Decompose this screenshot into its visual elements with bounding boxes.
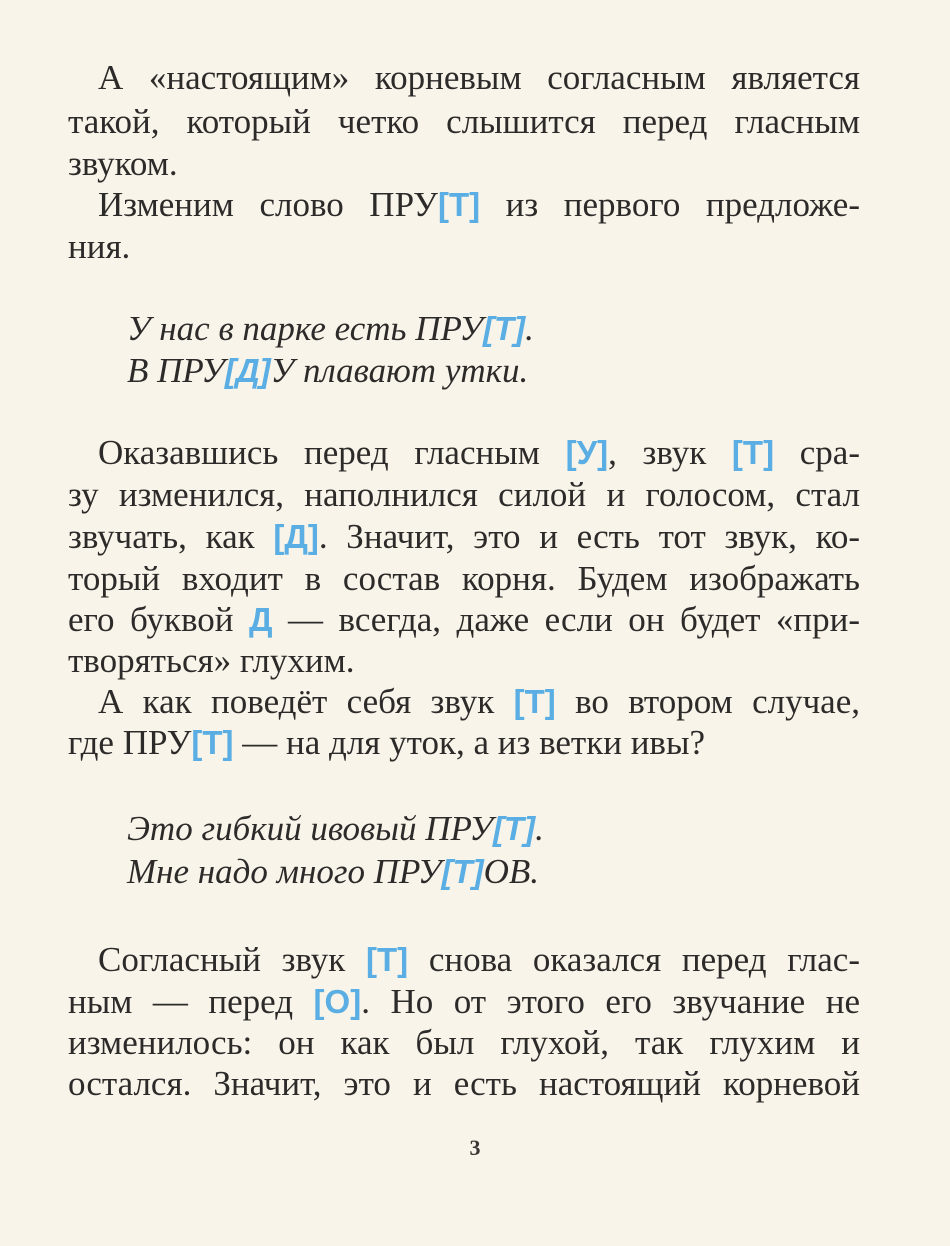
sound-marker: [Т] xyxy=(437,186,481,223)
text-segment: — на для уток, а из ветки ивы? xyxy=(233,723,706,762)
sound-marker: [Т] xyxy=(492,810,536,847)
text-segment: ным — перед xyxy=(68,982,314,1021)
paragraph-3-line-5 xyxy=(68,599,860,640)
paragraph-5-line-1 xyxy=(98,939,860,980)
text-segment: снова оказался перед глас- xyxy=(408,940,860,979)
paragraph-1-line-1: А «настоящим» корневым согласным является xyxy=(98,58,860,97)
text-segment: . Но от этого его звучание не xyxy=(361,982,860,1021)
sound-marker: [Т] xyxy=(441,853,484,890)
text-segment: где ПРУ xyxy=(68,723,192,762)
paragraph-5-line-2 xyxy=(68,981,860,1022)
text-segment: В ПРУ xyxy=(127,351,225,390)
text-segment: Мне надо много ПРУ xyxy=(127,852,442,891)
paragraph-3-line-1 xyxy=(98,432,860,473)
paragraph-3-line-3 xyxy=(68,516,860,557)
example-2-line-1 xyxy=(127,808,544,849)
text-segment: . xyxy=(525,309,534,348)
example-1-line-1 xyxy=(127,308,534,349)
text-segment: Согласный звук xyxy=(98,940,366,979)
paragraph-3-line-6: творяться» глухим. xyxy=(68,641,355,680)
text-segment: Оказавшись перед гласным xyxy=(98,433,566,472)
sound-marker: [Т] xyxy=(366,941,409,978)
paragraph-1-line-2: такой, который четко слышится перед гласным xyxy=(68,102,860,141)
paragraph-3-line-4: торый входит в состав корня. Будем изображать xyxy=(68,559,860,598)
sound-marker: [Т] xyxy=(731,434,775,471)
letter-marker: Д xyxy=(249,601,273,638)
text-segment: У нас в парке есть ПРУ xyxy=(127,309,483,348)
text-segment: — всегда, даже если он будет «при- xyxy=(272,600,861,639)
text-segment: Это гибкий ивовый ПРУ xyxy=(127,809,493,848)
paragraph-4-line-1 xyxy=(98,681,860,722)
paragraph-1-line-3: звуком. xyxy=(68,144,178,183)
sound-marker: [О] xyxy=(313,983,362,1020)
paragraph-5-line-4: остался. Значит, это и есть настоящий корневой xyxy=(68,1064,860,1103)
text-segment: сра- xyxy=(774,433,860,472)
sound-marker: [У] xyxy=(565,434,609,471)
example-2-line-2 xyxy=(127,851,539,892)
text-segment: ОВ. xyxy=(483,852,539,891)
sound-marker: [Д] xyxy=(273,518,319,555)
page-number: 3 xyxy=(469,1135,481,1160)
text-segment: во втором случае, xyxy=(555,682,860,721)
paragraph-3-line-2: зу изменился, наполнился силой и голосом, стал xyxy=(68,475,860,514)
text-segment: из первого предложе- xyxy=(480,185,860,224)
text-segment: У плавают утки. xyxy=(270,351,529,390)
text-segment: . xyxy=(535,809,544,848)
text-segment: его буквой xyxy=(68,600,250,639)
example-1-line-2 xyxy=(127,350,528,391)
text-segment: Изменим слово ПРУ xyxy=(98,185,438,224)
paragraph-2-line-1 xyxy=(98,184,860,225)
text-segment: А как поведёт себя звук xyxy=(98,682,514,721)
paragraph-2-line-2: ния. xyxy=(68,227,131,266)
sound-marker: [Д] xyxy=(224,352,271,389)
sound-marker: [Т] xyxy=(482,310,526,347)
paragraph-4-line-2 xyxy=(68,722,860,763)
text-segment: звучать, как xyxy=(68,517,274,556)
paragraph-5-line-3: изменилось: он как был глухой, так глухим и xyxy=(68,1023,860,1062)
sound-marker: [Т] xyxy=(513,683,556,720)
sound-marker: [Т] xyxy=(191,724,234,761)
text-segment: . Значит, это и есть тот звук, ко- xyxy=(318,517,860,556)
text-segment: , звук xyxy=(608,433,732,472)
